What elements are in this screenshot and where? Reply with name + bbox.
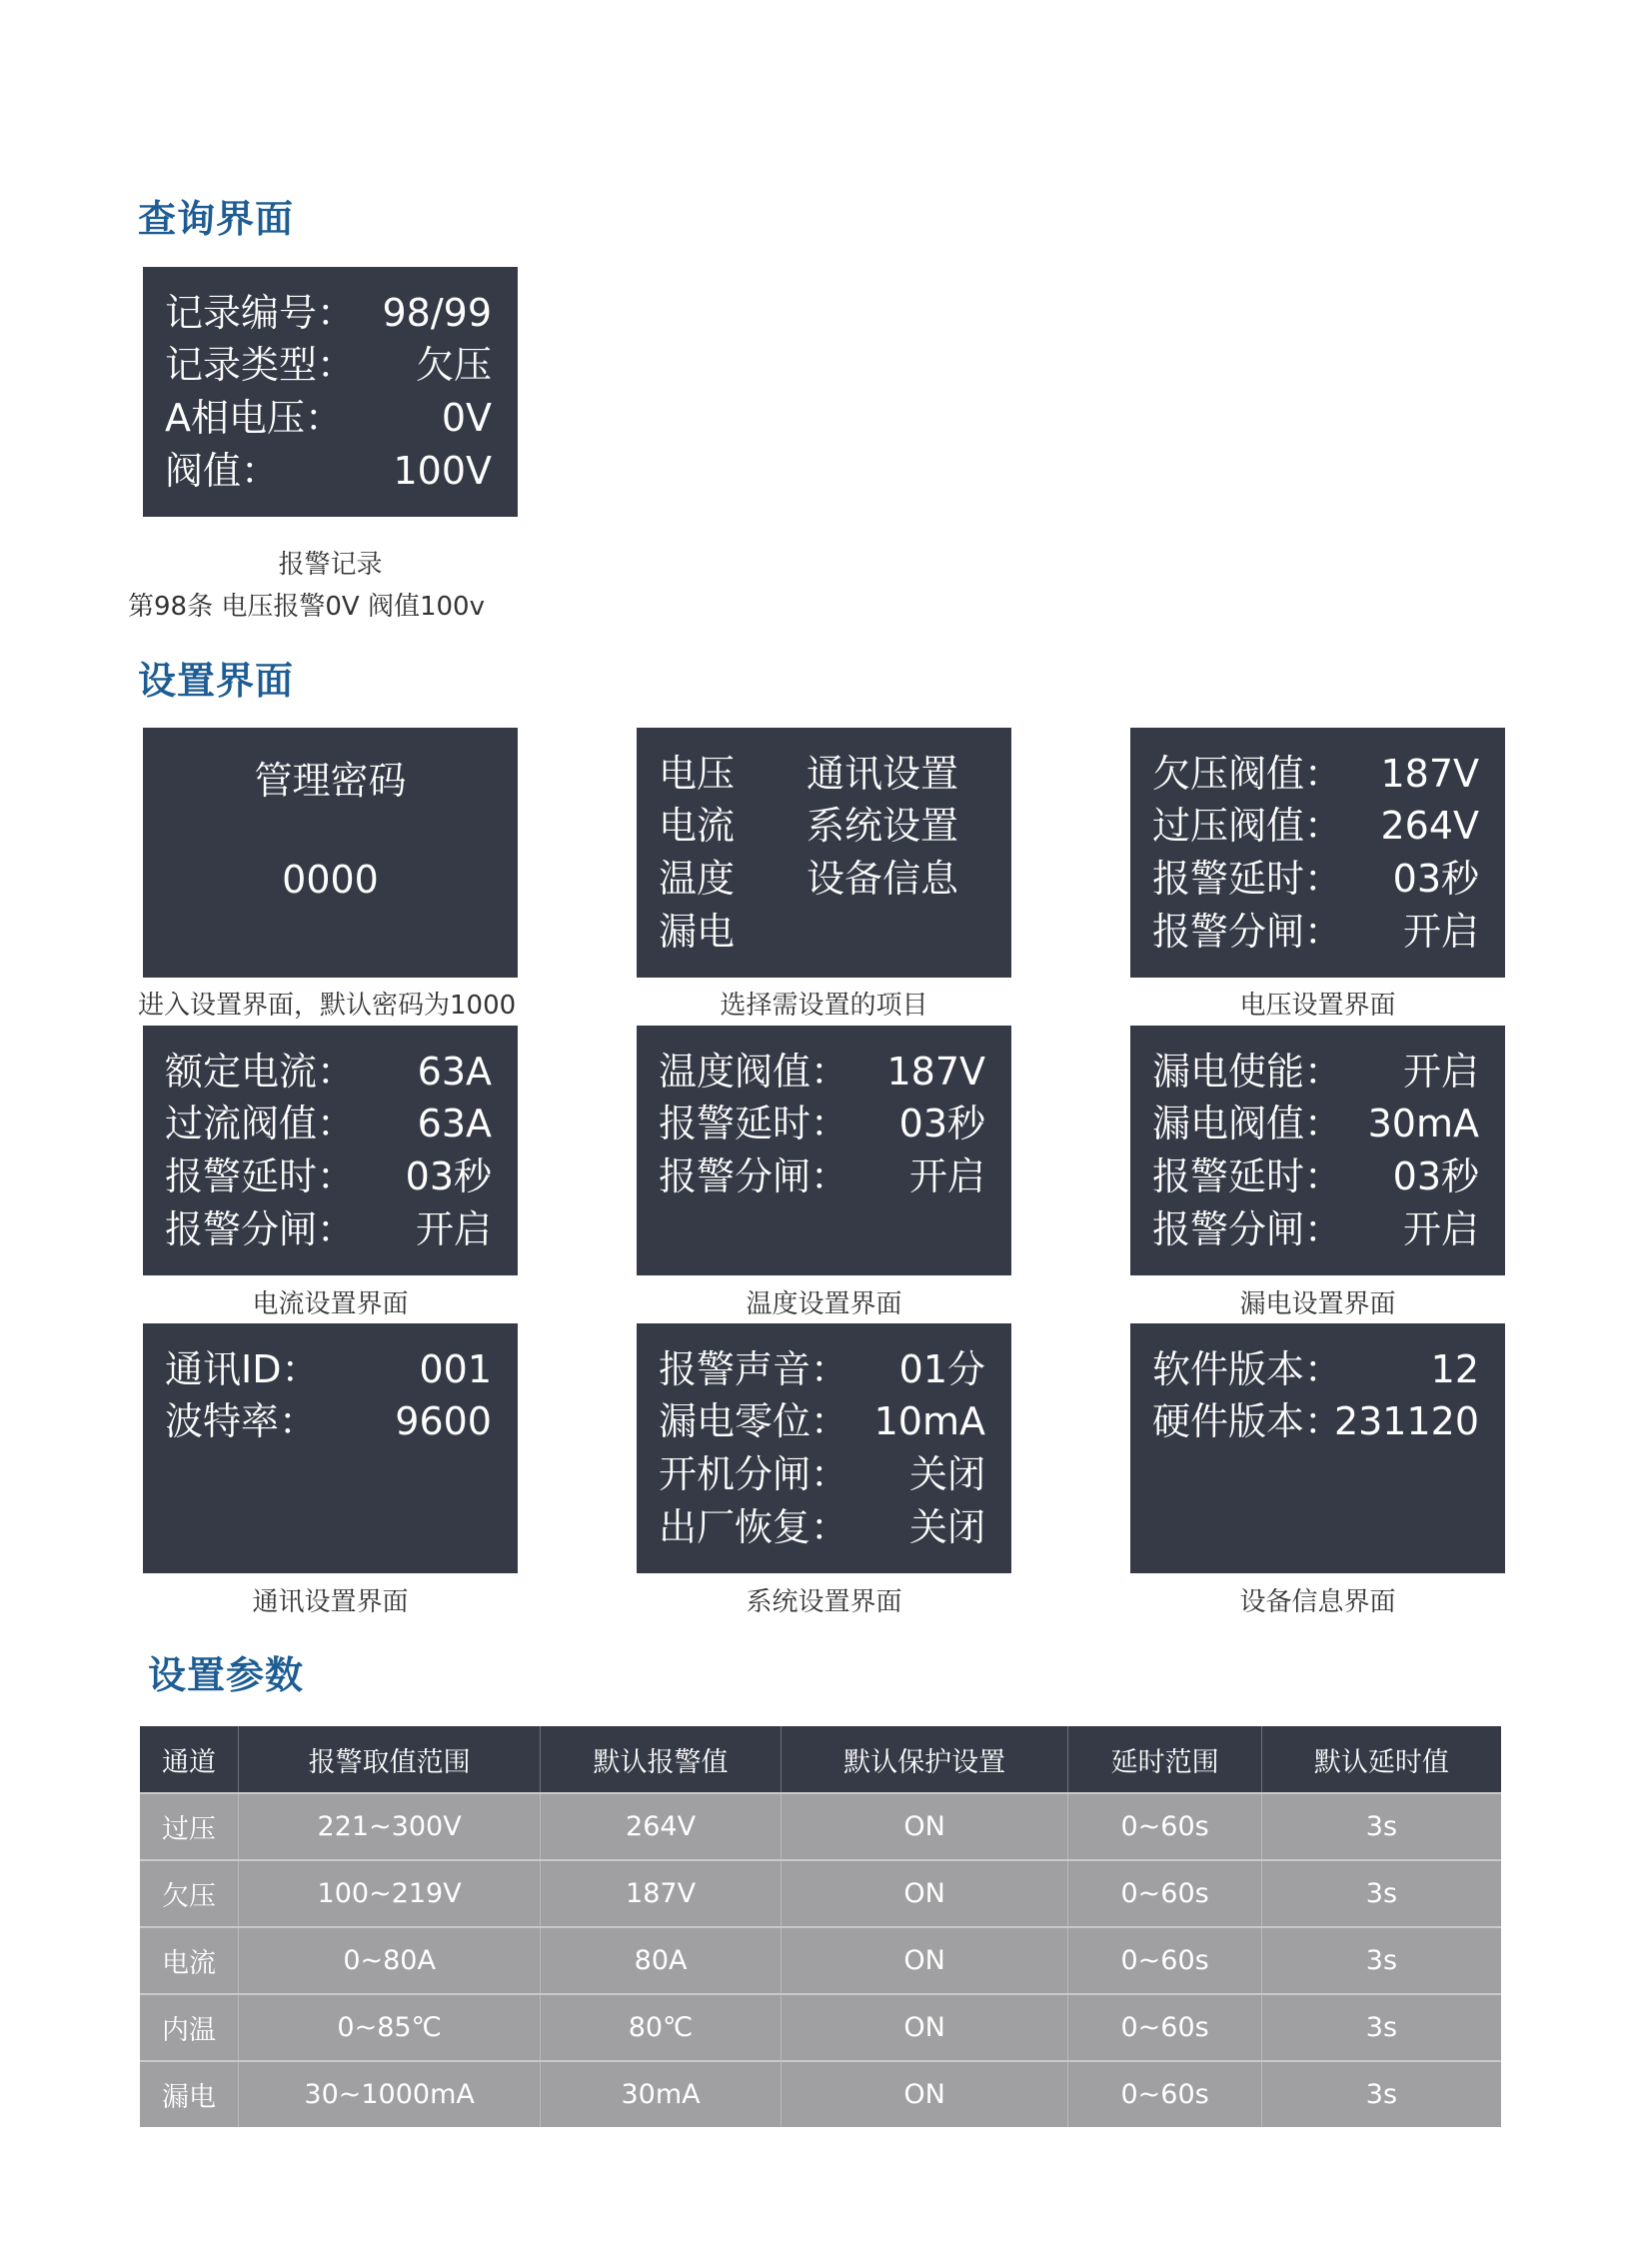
table-cell: 3s: [1261, 2061, 1501, 2127]
screen-label: 报警分闸：: [165, 1207, 356, 1251]
screen-row: [165, 1203, 492, 1255]
screen-label: 软件版本：: [1152, 1347, 1343, 1391]
password-title: 管理密码: [254, 759, 407, 803]
table-cell: 187V: [541, 1860, 782, 1927]
screen-value: 开启: [908, 1154, 985, 1198]
table-cell: 0~60s: [1068, 1927, 1261, 1994]
screen-row: [659, 1343, 985, 1395]
table-cell: 0~85℃: [238, 1994, 540, 2061]
password-screen: [143, 728, 518, 978]
table-cell: 221~300V: [238, 1793, 540, 1860]
system-caption: 系统设置界面: [746, 1587, 902, 1617]
screen-label: 漏电阀值：: [1152, 1102, 1343, 1145]
screen-row: [1152, 1046, 1479, 1098]
screen-row: [165, 445, 492, 497]
password-caption: 进入设置界面，默认密码为1000: [138, 991, 517, 1021]
table-cell: ON: [781, 1860, 1068, 1927]
leakage-settings-screen: [1130, 1026, 1505, 1275]
screen-label: 过流阀值：: [165, 1102, 356, 1145]
screen-row: [165, 1046, 492, 1098]
screen-label: 记录类型：: [165, 343, 356, 387]
screen-label: 报警分闸：: [659, 1154, 849, 1198]
table-row: [140, 1927, 1501, 1994]
screen-row: [659, 1046, 985, 1098]
header-channel: 通道: [140, 1726, 238, 1793]
table-cell: 0~60s: [1068, 1793, 1261, 1860]
system-settings-screen: [637, 1323, 1011, 1573]
screen-label: 漏电零位：: [659, 1399, 849, 1443]
screen-value: 开启: [415, 1207, 492, 1251]
screen-label: 报警延时：: [659, 1102, 849, 1145]
screen-value: 03秒: [405, 1154, 492, 1198]
screen-value: 关闭: [908, 1505, 985, 1549]
screen-row: [165, 1343, 492, 1395]
alarm-record-screen: [143, 267, 518, 517]
screen-row: [1152, 748, 1479, 800]
table-cell: 电流: [140, 1927, 238, 1994]
table-cell: 内温: [140, 1994, 238, 2061]
screen-value: 001: [419, 1347, 492, 1391]
voltage-caption: 电压设置界面: [1239, 991, 1396, 1021]
screen-label: 报警声音：: [659, 1347, 849, 1391]
screen-label: 温度阀值：: [659, 1050, 849, 1094]
table-cell: 100~219V: [238, 1860, 540, 1927]
screen-row: [1152, 1098, 1479, 1149]
table-cell: 0~60s: [1068, 1994, 1261, 2061]
table-cell: 过压: [140, 1793, 238, 1860]
screen-row: [659, 1448, 985, 1500]
screen-label: 欠压阀值：: [1152, 752, 1343, 796]
screen-row: [659, 1098, 985, 1149]
screen-row: [1152, 1150, 1479, 1202]
table-row: [140, 2061, 1501, 2127]
screen-row: [165, 1150, 492, 1202]
screen-label: 报警分闸：: [1152, 910, 1343, 954]
screen-value: 通讯设置: [807, 752, 959, 796]
screen-value: 开启: [1402, 1050, 1479, 1094]
screen-label: 硬件版本：: [1152, 1399, 1343, 1443]
screen-label: 记录编号：: [165, 291, 356, 335]
screen-label: 开机分闸：: [659, 1452, 849, 1496]
table-cell: ON: [781, 2061, 1068, 2127]
screen-value: 0V: [441, 396, 492, 440]
screen-row: [659, 1150, 985, 1202]
screen-value: 关闭: [908, 1452, 985, 1496]
screen-row: [1152, 1343, 1479, 1395]
header-default-protect: 默认保护设置: [781, 1726, 1068, 1793]
screen-label: 出厂恢复：: [659, 1505, 849, 1549]
params-heading: 设置参数: [148, 1653, 305, 1697]
table-row: [140, 1860, 1501, 1927]
screen-value: 187V: [886, 1050, 985, 1094]
settings-heading: 设置界面: [138, 659, 295, 703]
table-cell: 30~1000mA: [238, 2061, 540, 2127]
screen-label: 报警延时：: [1152, 857, 1343, 901]
screen-value: 03秒: [1392, 1154, 1479, 1198]
screen-value: 10mA: [873, 1399, 985, 1443]
current-settings-screen: [143, 1026, 518, 1275]
screen-value: 开启: [1402, 910, 1479, 954]
table-cell: 3s: [1261, 1994, 1501, 2061]
screen-label: 温度: [659, 857, 736, 901]
screen-label: 漏电: [659, 910, 736, 954]
header-alarm-range: 报警取值范围: [238, 1726, 540, 1793]
screen-label: 阀值：: [165, 449, 280, 493]
table-cell: 3s: [1261, 1860, 1501, 1927]
screen-label: 报警分闸：: [1152, 1207, 1343, 1251]
screen-row: [165, 339, 492, 391]
menu-caption: 选择需设置的项目: [720, 991, 928, 1021]
screen-row: [165, 392, 492, 444]
header-default-alarm: 默认报警值: [541, 1726, 782, 1793]
table-cell: 3s: [1261, 1793, 1501, 1860]
screen-label: 报警延时：: [1152, 1154, 1343, 1198]
comm-caption: 通讯设置界面: [252, 1587, 409, 1617]
screen-row: [659, 1395, 985, 1447]
menu-screen: [637, 728, 1011, 978]
screen-value: 264V: [1380, 804, 1479, 848]
screen-value: 63A: [417, 1102, 492, 1145]
screen-row: [165, 1098, 492, 1149]
screen-value: 187V: [1380, 752, 1479, 796]
query-heading: 查询界面: [138, 197, 295, 241]
screen-value: 12: [1430, 1347, 1479, 1391]
leakage-caption: 漏电设置界面: [1239, 1289, 1396, 1319]
screen-label: A相电压：: [165, 396, 343, 440]
screen-value: 设备信息: [807, 857, 959, 901]
screen-label: 过压阀值：: [1152, 804, 1343, 848]
table-cell: 0~60s: [1068, 2061, 1261, 2127]
device-info-caption: 设备信息界面: [1239, 1587, 1396, 1617]
screen-row: [165, 287, 492, 339]
table-cell: ON: [781, 1994, 1068, 2061]
menu-row: [659, 748, 985, 800]
table-row: [140, 1994, 1501, 2061]
screen-label: 电流: [659, 804, 736, 848]
screen-row: [1152, 1203, 1479, 1255]
table-cell: 0~80A: [238, 1927, 540, 1994]
parameters-table: [140, 1726, 1501, 2127]
screen-value: 98/99: [382, 291, 492, 335]
screen-value: 63A: [417, 1050, 492, 1094]
table-cell: 80A: [541, 1927, 782, 1994]
comm-settings-screen: [143, 1323, 518, 1573]
screen-value: 欠压: [415, 343, 492, 387]
alarm-record-caption-title: 报警记录: [278, 550, 383, 580]
screen-value: 9600: [395, 1399, 492, 1443]
voltage-settings-screen: [1130, 728, 1505, 978]
screen-value: 系统设置: [807, 804, 959, 848]
screen-value: 100V: [393, 449, 492, 493]
current-caption: 电流设置界面: [252, 1289, 409, 1319]
screen-row: [1152, 1395, 1479, 1447]
screen-value: 01分: [898, 1347, 985, 1391]
screen-value: 30mA: [1367, 1102, 1479, 1145]
screen-row: [659, 1501, 985, 1553]
screen-label: 额定电流：: [165, 1050, 356, 1094]
device-info-screen: [1130, 1323, 1505, 1573]
header-default-delay: 默认延时值: [1261, 1726, 1501, 1793]
screen-value: 03秒: [1392, 857, 1479, 901]
screen-row: [165, 1395, 492, 1447]
table-cell: 漏电: [140, 2061, 238, 2127]
table-cell: 30mA: [541, 2061, 782, 2127]
menu-row: [659, 800, 985, 852]
table-cell: 3s: [1261, 1927, 1501, 1994]
screen-value: 231120: [1333, 1399, 1479, 1443]
screen-row: [1152, 906, 1479, 958]
screen-label: 通讯ID：: [165, 1347, 320, 1391]
table-cell: 欠压: [140, 1860, 238, 1927]
menu-row: [659, 853, 985, 905]
table-cell: 80℃: [541, 1994, 782, 2061]
table-cell: 0~60s: [1068, 1860, 1261, 1927]
header-delay-range: 延时范围: [1068, 1726, 1261, 1793]
screen-value: 03秒: [898, 1102, 985, 1145]
screen-label: 报警延时：: [165, 1154, 356, 1198]
temperature-caption: 温度设置界面: [746, 1289, 902, 1319]
screen-row: [1152, 853, 1479, 905]
screen-label: 漏电使能：: [1152, 1050, 1343, 1094]
password-code: 0000: [282, 858, 379, 902]
alarm-record-caption-detail: 第98条 电压报警0V 阀值100v: [128, 592, 485, 622]
screen-label: 电压: [659, 752, 736, 796]
table-cell: 264V: [541, 1793, 782, 1860]
table-row: [140, 1793, 1501, 1860]
table-cell: ON: [781, 1927, 1068, 1994]
screen-value: 开启: [1402, 1207, 1479, 1251]
temperature-settings-screen: [637, 1026, 1011, 1275]
table-cell: ON: [781, 1793, 1068, 1860]
table-header-row: [140, 1726, 1501, 1793]
screen-row: [1152, 800, 1479, 852]
menu-row: [659, 906, 985, 958]
screen-label: 波特率：: [165, 1399, 318, 1443]
